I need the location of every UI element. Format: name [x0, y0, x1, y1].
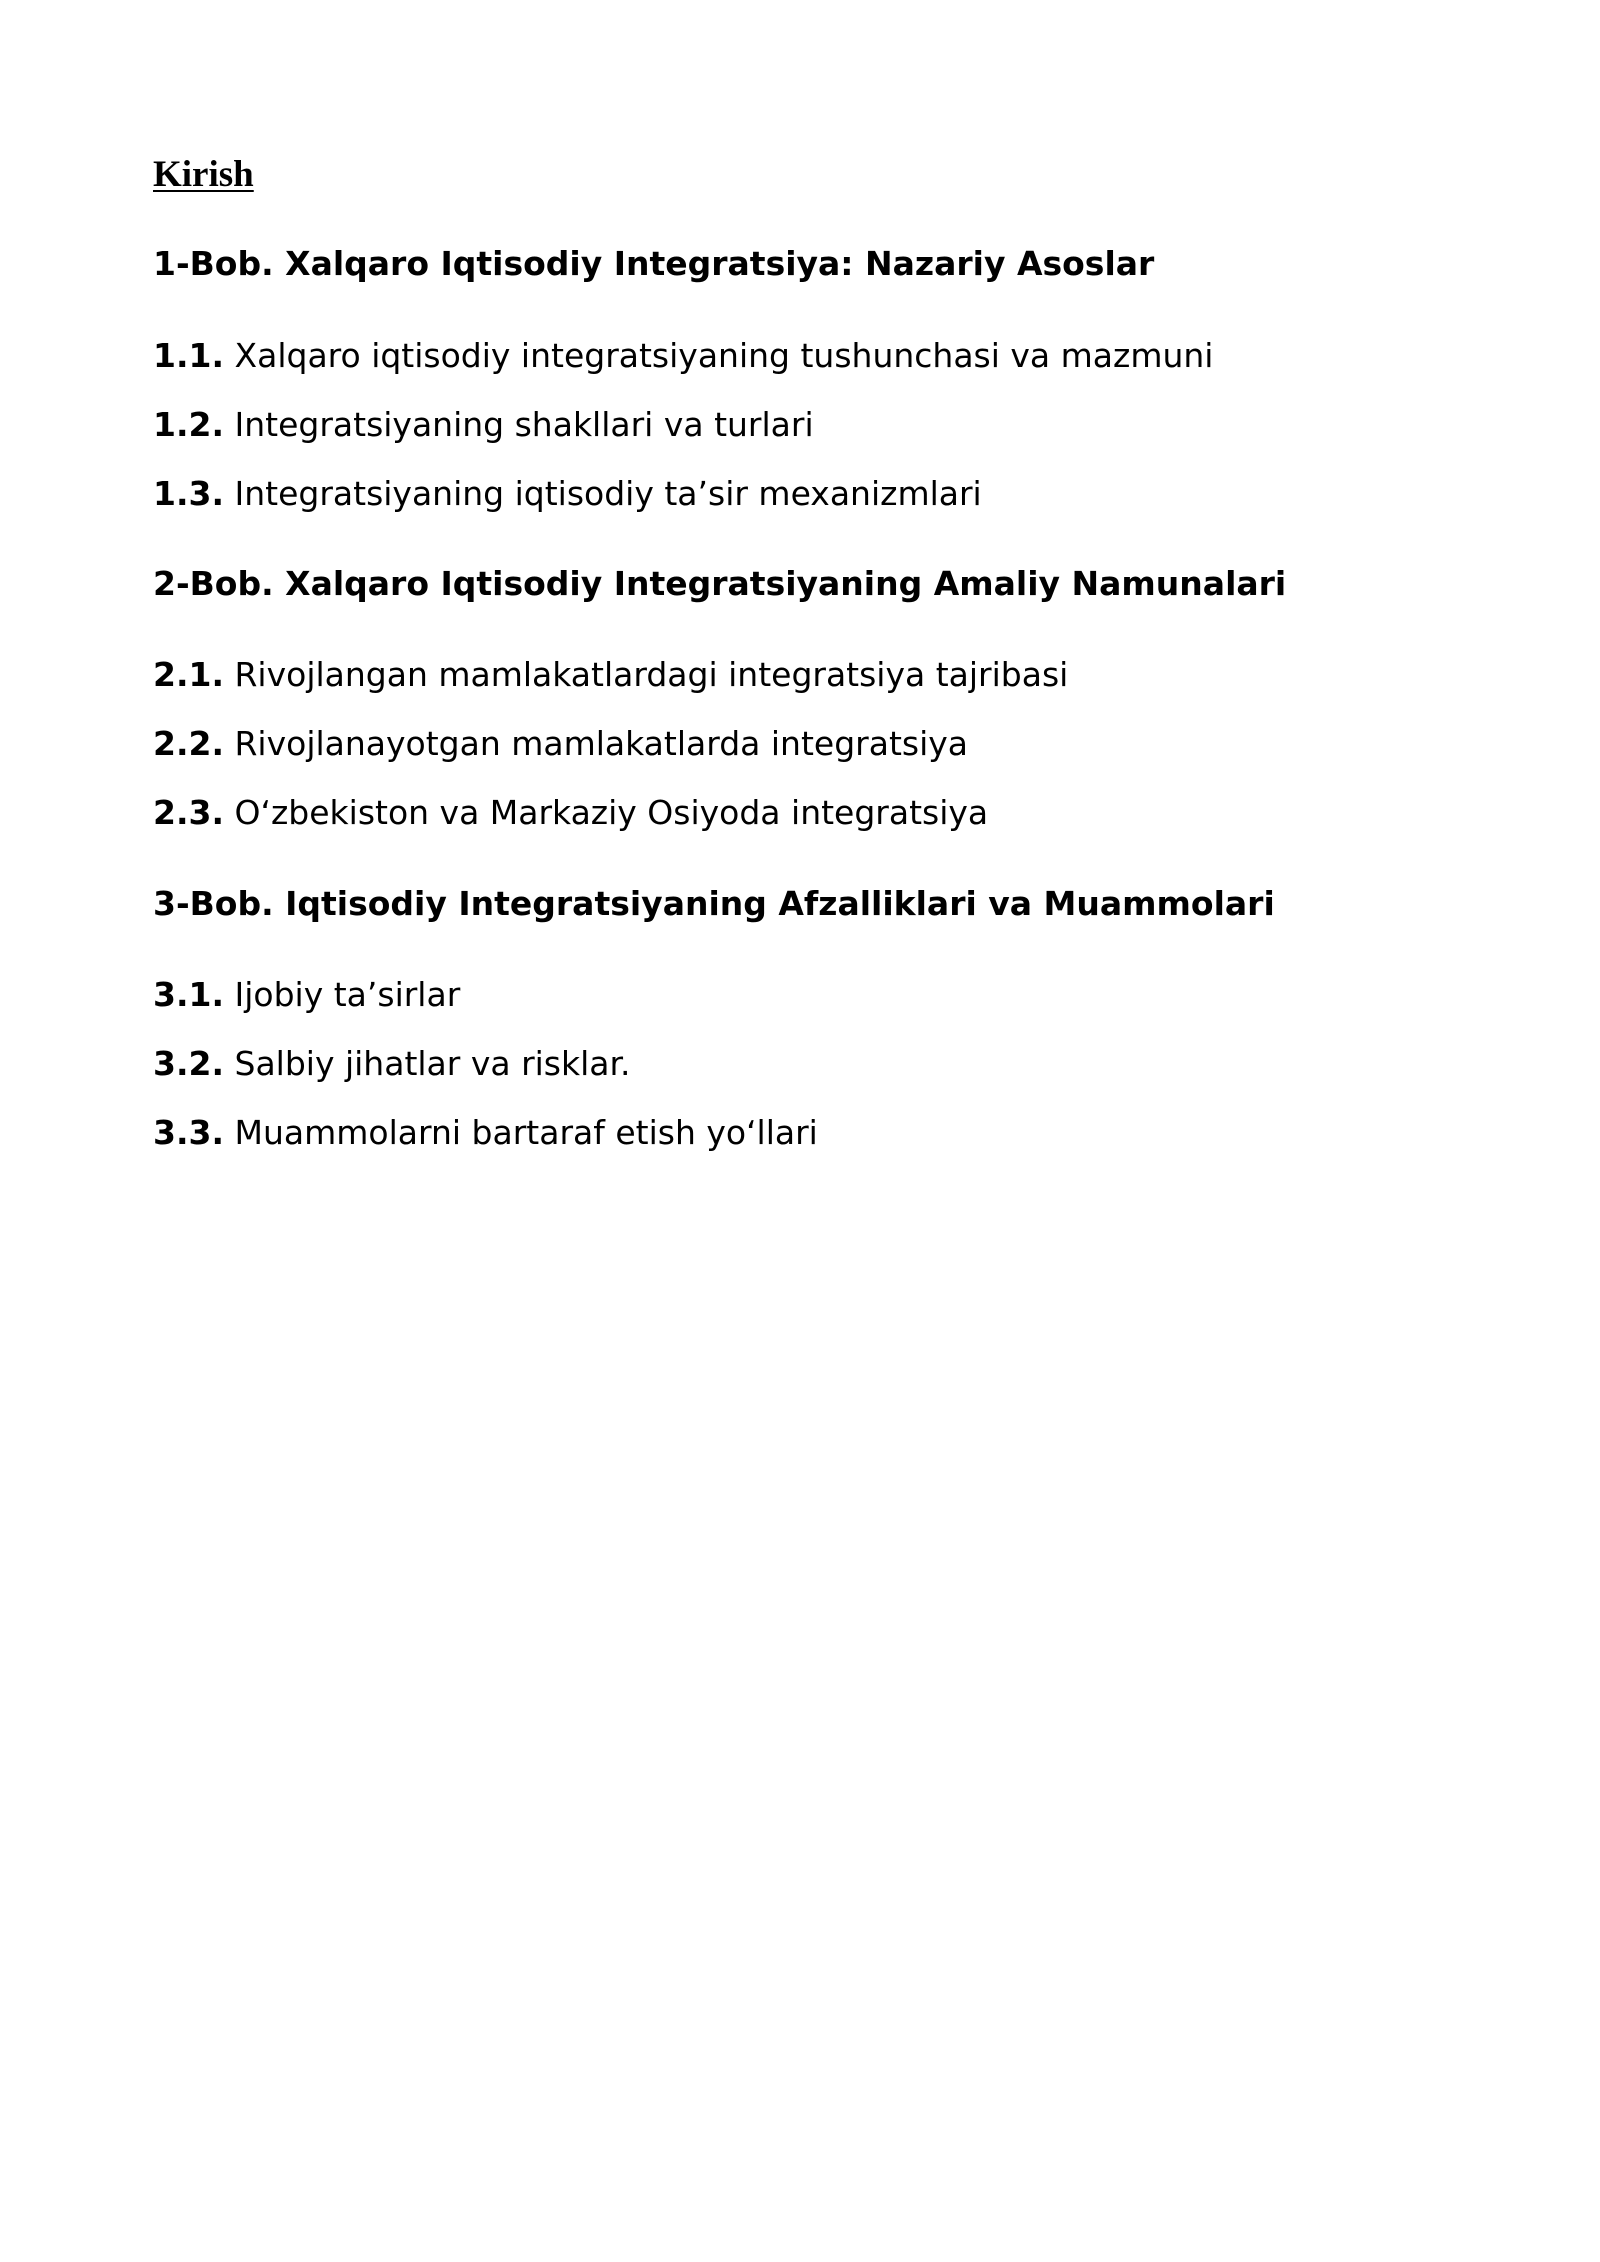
section-3-2: [153, 1042, 631, 1086]
section-title: Ijobiy ta’sirlar: [234, 975, 461, 1014]
section-3-1: [153, 973, 460, 1017]
section-1-2: [153, 403, 814, 447]
section-1-1: [153, 334, 1213, 378]
section-number: 2.2.: [153, 724, 224, 763]
section-title: Muammolarni bartaraf etish yo‘llari: [234, 1113, 818, 1152]
section-title: Integratsiyaning iqtisodiy ta’sir mexanizmlari: [234, 474, 982, 513]
section-number: 3.3.: [153, 1113, 224, 1152]
section-2-3: [153, 791, 988, 835]
chapter-3-title: 3-Bob. Iqtisodiy Integratsiyaning Afzalliklari va Muammolari: [153, 884, 1275, 923]
section-title: O‘zbekiston va Markaziy Osiyoda integratsiya: [234, 793, 989, 832]
section-number: 2.1.: [153, 655, 224, 694]
section-1-3: [153, 472, 982, 516]
section-number: 3.1.: [153, 975, 224, 1014]
section-title: Rivojlanayotgan mamlakatlarda integratsiya: [234, 724, 968, 763]
chapter-1-title: 1-Bob. Xalqaro Iqtisodiy Integratsiya: Nazariy Asoslar: [153, 244, 1155, 283]
section-title: Rivojlangan mamlakatlardagi integratsiya tajribasi: [234, 655, 1069, 694]
section-title: Integratsiyaning shakllari va turlari: [234, 405, 814, 444]
section-2-2: [153, 722, 968, 766]
chapter-2-title: 2-Bob. Xalqaro Iqtisodiy Integratsiyaning Amaliy Namunalari: [153, 564, 1287, 603]
section-number: 2.3.: [153, 793, 224, 832]
toc-intro-heading: Kirish: [153, 154, 254, 195]
section-number: 3.2.: [153, 1044, 224, 1083]
section-number: 1.2.: [153, 405, 224, 444]
section-3-3: [153, 1111, 818, 1155]
section-title: Xalqaro iqtisodiy integratsiyaning tushunchasi va mazmuni: [234, 336, 1214, 375]
section-2-1: [153, 653, 1068, 697]
section-number: 1.1.: [153, 336, 224, 375]
section-number: 1.3.: [153, 474, 224, 513]
section-title: Salbiy jihatlar va risklar.: [234, 1044, 631, 1083]
